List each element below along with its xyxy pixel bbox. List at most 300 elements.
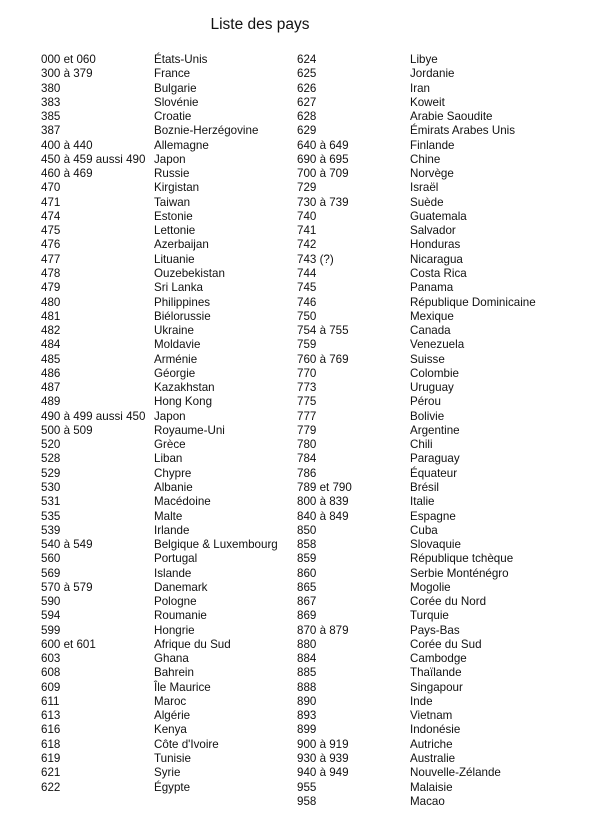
country-code: 930 à 939 — [297, 752, 349, 766]
list-item — [41, 53, 278, 67]
country-name: Taiwan — [154, 195, 191, 209]
list-item — [297, 510, 536, 524]
country-name: Islande — [154, 566, 192, 580]
list-item — [41, 666, 278, 680]
country-code: 474 — [41, 209, 61, 223]
list-item — [41, 467, 278, 481]
country-code: 528 — [41, 452, 61, 466]
country-name: Allemagne — [154, 138, 209, 152]
list-item — [41, 296, 278, 310]
country-name: Arménie — [154, 352, 198, 366]
country-name: Cuba — [410, 523, 438, 537]
country-code: 754 à 755 — [297, 324, 349, 338]
list-item — [297, 723, 536, 737]
country-code: 779 — [297, 423, 317, 437]
list-item — [41, 609, 278, 623]
country-code: 869 — [297, 609, 317, 623]
country-code: 599 — [41, 623, 61, 637]
country-name: Biélorussie — [154, 309, 211, 323]
country-code: 860 — [297, 566, 317, 580]
list-item — [41, 267, 278, 281]
country-name: Koweit — [410, 95, 445, 109]
country-code: 870 à 879 — [297, 623, 349, 637]
list-item — [297, 538, 536, 552]
list-item — [41, 552, 278, 566]
country-name: Corée du Nord — [410, 595, 487, 609]
list-item — [297, 210, 536, 224]
country-name: Salvador — [410, 224, 456, 238]
country-code: 380 — [41, 81, 61, 95]
country-name: Macao — [410, 794, 445, 808]
list-item — [297, 495, 536, 509]
country-code: 478 — [41, 266, 61, 280]
country-name: Égypte — [154, 780, 191, 794]
list-item — [41, 567, 278, 581]
country-code: 627 — [297, 95, 317, 109]
list-item — [41, 281, 278, 295]
country-code: 786 — [297, 466, 317, 480]
list-item — [41, 110, 278, 124]
country-code: 789 et 790 — [297, 480, 352, 494]
country-name: Pologne — [154, 595, 197, 609]
country-code: 884 — [297, 652, 317, 666]
list-item — [41, 381, 278, 395]
list-item — [41, 353, 278, 367]
list-item — [297, 695, 536, 709]
country-name: Finlande — [410, 138, 455, 152]
country-code: 859 — [297, 552, 317, 566]
country-code: 385 — [41, 110, 61, 124]
country-name: Sri Lanka — [154, 281, 203, 295]
list-item — [297, 153, 536, 167]
country-name: Inde — [410, 694, 433, 708]
list-item — [41, 624, 278, 638]
country-code: 560 — [41, 552, 61, 566]
country-code: 742 — [297, 238, 317, 252]
country-name: États-Unis — [154, 53, 208, 66]
country-code: 700 à 709 — [297, 167, 349, 181]
list-item — [41, 766, 278, 780]
country-name: Mogolie — [410, 580, 451, 594]
country-code: 485 — [41, 352, 61, 366]
list-item — [41, 652, 278, 666]
country-name: Côte d'Ivoire — [154, 737, 219, 751]
country-code: 759 — [297, 338, 317, 352]
page-title: Liste des pays — [210, 16, 310, 33]
country-code: 770 — [297, 366, 317, 380]
country-code: 569 — [41, 566, 61, 580]
country-name: Uruguay — [410, 381, 454, 395]
country-code: 629 — [297, 124, 317, 138]
list-item — [41, 738, 278, 752]
country-name: Macédoine — [154, 495, 211, 509]
country-name: Belgique & Luxembourg — [154, 538, 278, 552]
country-name: Slovénie — [154, 95, 199, 109]
country-name: Géorgie — [154, 366, 196, 380]
country-code: 628 — [297, 110, 317, 124]
country-name: Estonie — [154, 209, 193, 223]
country-name: Turquie — [410, 609, 449, 623]
country-code: 880 — [297, 637, 317, 651]
country-name: Tunisie — [154, 752, 191, 766]
country-code: 531 — [41, 495, 61, 509]
list-item — [297, 139, 536, 153]
country-name: Hong Kong — [154, 395, 213, 409]
list-item — [41, 139, 278, 153]
list-item — [41, 324, 278, 338]
list-item — [297, 766, 536, 780]
country-code: 529 — [41, 466, 61, 480]
country-name: Bulgarie — [154, 81, 197, 95]
country-name: Kirgistan — [154, 181, 200, 195]
country-name: Irlande — [154, 523, 190, 537]
country-code: 618 — [41, 737, 61, 751]
list-item — [41, 367, 278, 381]
country-code: 535 — [41, 509, 61, 523]
country-name: Japon — [154, 409, 186, 423]
list-item — [41, 495, 278, 509]
list-item — [297, 124, 536, 138]
list-item — [41, 709, 278, 723]
country-name: Norvège — [410, 167, 454, 181]
list-item — [41, 510, 278, 524]
country-name: Croatie — [154, 110, 192, 124]
country-code: 850 — [297, 523, 317, 537]
list-item — [297, 381, 536, 395]
country-name: Indonésie — [410, 723, 461, 737]
country-code: 784 — [297, 452, 317, 466]
country-code: 626 — [297, 81, 317, 95]
country-name: Chypre — [154, 466, 192, 480]
country-code: 893 — [297, 709, 317, 723]
list-item — [41, 723, 278, 737]
list-item — [41, 181, 278, 195]
country-name: Albanie — [154, 480, 193, 494]
list-item — [41, 695, 278, 709]
country-name: Canada — [410, 324, 451, 338]
country-name: Pérou — [410, 395, 441, 409]
country-name: Cambodge — [410, 652, 467, 666]
list-item — [41, 581, 278, 595]
country-code: 729 — [297, 181, 317, 195]
list-item — [297, 82, 536, 96]
list-item — [297, 196, 536, 210]
country-name: Azerbaijan — [154, 238, 209, 252]
list-item — [41, 67, 278, 81]
country-code: 481 — [41, 309, 61, 323]
list-item — [297, 267, 536, 281]
country-code: 743 (?) — [297, 252, 334, 266]
country-name: République Dominicaine — [410, 295, 536, 309]
country-name: Algérie — [154, 709, 191, 723]
country-code: 619 — [41, 752, 61, 766]
country-code: 760 à 769 — [297, 352, 349, 366]
country-name: Malaisie — [410, 780, 453, 794]
list-item — [297, 795, 536, 809]
list-item — [297, 324, 536, 338]
country-name: Mexique — [410, 309, 454, 323]
list-item — [297, 224, 536, 238]
list-item — [297, 681, 536, 695]
country-code: 387 — [41, 124, 61, 138]
country-name: Lettonie — [154, 224, 196, 238]
country-name: Jordanie — [410, 67, 455, 81]
country-list-right — [297, 53, 536, 809]
list-item — [297, 666, 536, 680]
country-name: Chine — [410, 152, 441, 166]
country-name: Chili — [410, 438, 433, 452]
country-name: Grèce — [154, 438, 186, 452]
country-code: 741 — [297, 224, 317, 238]
country-code: 611 — [41, 694, 60, 708]
country-name: Ouzebekistan — [154, 266, 225, 280]
country-code: 777 — [297, 409, 317, 423]
list-item — [297, 524, 536, 538]
list-item — [297, 53, 536, 67]
list-item — [297, 181, 536, 195]
list-item — [297, 709, 536, 723]
list-item — [41, 224, 278, 238]
country-code: 484 — [41, 338, 61, 352]
country-code: 608 — [41, 666, 61, 680]
country-name: Venezuela — [410, 338, 465, 352]
country-code: 590 — [41, 595, 61, 609]
country-name: Émirats Arabes Unis — [410, 124, 516, 138]
list-item — [297, 552, 536, 566]
country-code: 690 à 695 — [297, 152, 349, 166]
country-code: 487 — [41, 381, 61, 395]
country-name: Libye — [410, 53, 438, 66]
list-item — [297, 281, 536, 295]
list-item — [297, 481, 536, 495]
list-item — [41, 595, 278, 609]
country-code: 625 — [297, 67, 317, 81]
country-code: 480 — [41, 295, 61, 309]
list-item — [41, 96, 278, 110]
list-item — [297, 638, 536, 652]
country-name: Ghana — [154, 652, 189, 666]
list-item — [41, 124, 278, 138]
country-code: 746 — [297, 295, 317, 309]
country-name: Île Maurice — [154, 680, 211, 694]
list-item — [297, 67, 536, 81]
country-code: 489 — [41, 395, 61, 409]
country-code: 780 — [297, 438, 317, 452]
list-item — [297, 296, 536, 310]
country-code: 490 à 499 aussi 450 — [41, 409, 146, 423]
list-item — [297, 410, 536, 424]
country-name: Serbie Monténégro — [410, 566, 509, 580]
country-code: 899 — [297, 723, 317, 737]
country-code: 500 à 509 — [41, 423, 93, 437]
country-code: 482 — [41, 324, 61, 338]
country-name: Kazakhstan — [154, 381, 215, 395]
country-code: 475 — [41, 224, 61, 238]
country-name: Suède — [410, 195, 444, 209]
country-code: 470 — [41, 181, 61, 195]
country-name: Corée du Sud — [410, 637, 482, 651]
country-name: Nouvelle-Zélande — [410, 766, 501, 780]
country-code: 603 — [41, 652, 61, 666]
list-item — [41, 681, 278, 695]
country-name: Argentine — [410, 423, 460, 437]
country-name: Moldavie — [154, 338, 201, 352]
list-item — [297, 752, 536, 766]
country-name: Singapour — [410, 680, 463, 694]
country-name: Japon — [154, 152, 186, 166]
country-code: 450 à 459 aussi 490 — [41, 152, 146, 166]
country-code: 885 — [297, 666, 317, 680]
country-code: 867 — [297, 595, 317, 609]
list-item — [41, 210, 278, 224]
list-item — [297, 781, 536, 795]
country-code: 000 et 060 — [41, 53, 96, 66]
country-name: Afrique du Sud — [154, 637, 231, 651]
country-name: Suisse — [410, 352, 445, 366]
country-name: Royaume-Uni — [154, 423, 225, 437]
country-name: Bahrein — [154, 666, 194, 680]
list-item — [297, 424, 536, 438]
country-name: Pays-Bas — [410, 623, 460, 637]
country-code: 740 — [297, 209, 317, 223]
country-list-left — [41, 53, 278, 795]
list-item — [41, 196, 278, 210]
country-code: 890 — [297, 694, 317, 708]
list-item — [41, 481, 278, 495]
country-code: 479 — [41, 281, 61, 295]
country-name: Nicaragua — [410, 252, 463, 266]
list-item — [41, 310, 278, 324]
country-name: Colombie — [410, 366, 459, 380]
country-name: Ukraine — [154, 324, 194, 338]
list-item — [297, 96, 536, 110]
list-item — [297, 452, 536, 466]
list-item — [41, 410, 278, 424]
country-code: 570 à 579 — [41, 580, 93, 594]
list-item — [41, 395, 278, 409]
country-name: Guatemala — [410, 209, 467, 223]
country-name: Vietnam — [410, 709, 453, 723]
country-code: 476 — [41, 238, 61, 252]
country-code: 940 à 949 — [297, 766, 349, 780]
country-name: Philippines — [154, 295, 211, 309]
list-item — [297, 438, 536, 452]
list-item — [41, 153, 278, 167]
country-name: Syrie — [154, 766, 181, 780]
country-code: 800 à 839 — [297, 495, 349, 509]
list-item — [41, 238, 278, 252]
country-name: Arabie Saoudite — [410, 110, 493, 124]
country-code: 858 — [297, 538, 317, 552]
list-item — [41, 524, 278, 538]
country-code: 955 — [297, 780, 317, 794]
list-item — [41, 424, 278, 438]
country-name: Italie — [410, 495, 435, 509]
country-code: 744 — [297, 266, 317, 280]
country-code: 594 — [41, 609, 61, 623]
list-item — [297, 395, 536, 409]
country-code: 616 — [41, 723, 61, 737]
list-item — [297, 467, 536, 481]
list-item — [297, 310, 536, 324]
country-code: 300 à 379 — [41, 67, 93, 81]
country-name: Roumanie — [154, 609, 207, 623]
country-name: Thaïlande — [410, 666, 462, 680]
country-code: 539 — [41, 523, 61, 537]
list-item — [41, 438, 278, 452]
list-item — [297, 567, 536, 581]
country-name: Costa Rica — [410, 266, 467, 280]
list-item — [297, 167, 536, 181]
list-item — [41, 253, 278, 267]
country-code: 840 à 849 — [297, 509, 349, 523]
country-name: Hongrie — [154, 623, 195, 637]
country-code: 400 à 440 — [41, 138, 93, 152]
country-name: Autriche — [410, 737, 453, 751]
list-item — [297, 338, 536, 352]
country-code: 530 — [41, 480, 61, 494]
country-name: Panama — [410, 281, 454, 295]
country-name: Israël — [410, 181, 439, 195]
country-code: 958 — [297, 794, 317, 808]
country-code: 775 — [297, 395, 317, 409]
country-name: Portugal — [154, 552, 198, 566]
country-code: 486 — [41, 366, 61, 380]
country-code: 477 — [41, 252, 61, 266]
list-item — [41, 452, 278, 466]
list-item — [41, 638, 278, 652]
country-code: 613 — [41, 709, 61, 723]
country-name: Malte — [154, 509, 183, 523]
country-name: Lituanie — [154, 252, 195, 266]
country-name: Espagne — [410, 509, 456, 523]
list-item — [41, 167, 278, 181]
list-item — [297, 367, 536, 381]
country-code: 888 — [297, 680, 317, 694]
country-name: Russie — [154, 167, 190, 181]
list-item — [297, 738, 536, 752]
country-code: 460 à 469 — [41, 167, 93, 181]
country-name: Iran — [410, 81, 430, 95]
country-name: France — [154, 67, 191, 81]
list-item — [297, 624, 536, 638]
country-code: 609 — [41, 680, 61, 694]
country-name: Kenya — [154, 723, 187, 737]
list-item — [297, 595, 536, 609]
list-item — [297, 253, 536, 267]
country-code: 520 — [41, 438, 61, 452]
country-code: 750 — [297, 309, 317, 323]
country-name: Équateur — [410, 466, 458, 480]
list-item — [41, 338, 278, 352]
country-code: 622 — [41, 780, 61, 794]
country-name: Brésil — [410, 480, 439, 494]
country-code: 865 — [297, 580, 317, 594]
country-code: 900 à 919 — [297, 737, 349, 751]
list-item — [41, 752, 278, 766]
list-item — [41, 538, 278, 552]
list-item — [41, 781, 278, 795]
country-code: 383 — [41, 95, 61, 109]
country-name: Bolivie — [410, 409, 445, 423]
list-item — [297, 652, 536, 666]
country-code: 730 à 739 — [297, 195, 349, 209]
country-code: 640 à 649 — [297, 138, 349, 152]
country-name: Paraguay — [410, 452, 460, 466]
country-name: Danemark — [154, 580, 208, 594]
country-name: République tchèque — [410, 552, 514, 566]
list-item — [297, 238, 536, 252]
